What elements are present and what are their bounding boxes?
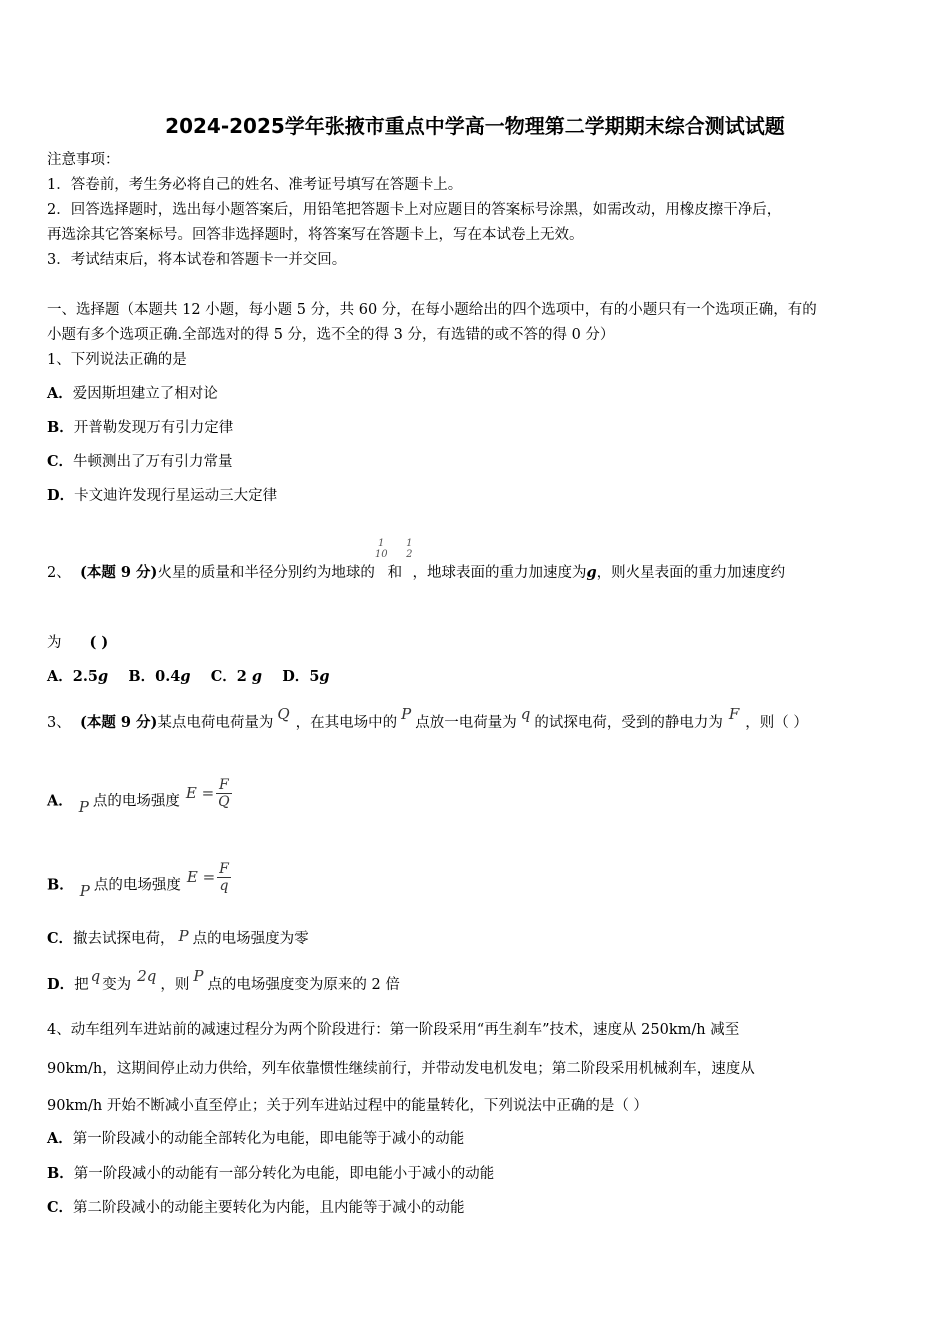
option-text-c: ，则 xyxy=(160,977,190,993)
notice-item: 再选涂其它答案标号。回答非选择题时，将答案写在答题卡上，写在本试卷上无效。 xyxy=(47,227,584,243)
fraction-F-over-q xyxy=(217,861,231,894)
option-label: B． xyxy=(128,668,156,685)
answer-paren: ( ) xyxy=(89,634,109,651)
option-value: 0.4 xyxy=(155,668,181,685)
option-label: A． xyxy=(47,1130,73,1147)
q4-option-a xyxy=(47,1129,464,1149)
option-label: B． xyxy=(47,1165,74,1182)
option-label: D． xyxy=(282,668,310,685)
frac-num: F xyxy=(219,861,229,877)
option-label: D． xyxy=(47,487,75,504)
symbol-q: q xyxy=(90,967,101,985)
q1-option-d xyxy=(47,486,277,506)
option-value: 2.5 xyxy=(72,668,98,685)
q4-option-c xyxy=(47,1198,465,1218)
q1-option-a xyxy=(47,384,218,404)
option-unit: g xyxy=(319,668,330,685)
option-label: A． xyxy=(47,792,73,810)
q2-text-d: ，则火星表面的重力加速度约 xyxy=(596,564,786,581)
option-value: 5 xyxy=(309,668,320,685)
option-label: A． xyxy=(47,385,73,402)
q1-option-b xyxy=(47,418,233,438)
q4-stem-line3: 90km/h 开始不断减小直至停止；关于列车进站过程中的能量转化，下列说法中正确的是（ ） xyxy=(47,1098,648,1114)
symbol-E: E = xyxy=(186,867,216,886)
notice-item: 2．回答选择题时，选出每小题答案后，用铅笔把答题卡上对应题目的答案标号涂黑，如需改动，用橡皮擦干净后， xyxy=(47,202,782,218)
option-unit: g xyxy=(251,668,263,685)
option-label: B． xyxy=(47,419,74,436)
q3-text-c: 点放一电荷量为 xyxy=(415,715,517,731)
notice-heading: 注意事项： xyxy=(47,152,120,168)
option-text: 卡文迪许发现行星运动三大定律 xyxy=(74,488,278,504)
option-unit: g xyxy=(98,668,109,685)
symbol-2q: 2q xyxy=(137,967,157,985)
q3-text-a: 某点电荷电荷量为 xyxy=(157,715,274,731)
q2-line2: 为 xyxy=(47,635,62,651)
frac-den: Q xyxy=(218,794,230,810)
symbol-Q: Q xyxy=(277,705,290,723)
frac-den: 10 xyxy=(374,549,388,560)
section-header-line1: 一、选择题（本题共 12 小题，每小题 5 分，共 60 分，在每小题给出的四个选项中，有的小题只有一个选项正确，有的 xyxy=(47,302,817,318)
option-text: 第一阶段减小的动能有一部分转化为电能，即电能小于减小的动能 xyxy=(73,1166,495,1182)
option-text: 爱因斯坦建立了相对论 xyxy=(72,386,218,402)
symbol-P: P xyxy=(79,881,90,900)
page-title: 2024-2025学年张掖市重点中学高一物理第二学期期末综合测试试题 xyxy=(165,114,785,138)
frac-num: F xyxy=(216,777,231,794)
option-label: D． xyxy=(47,976,75,993)
q2-options xyxy=(47,667,330,687)
frac-den: 2 xyxy=(406,549,413,560)
q4-option-b xyxy=(47,1164,494,1184)
q2-text-b: 和 xyxy=(387,564,403,581)
option-text-b: 变为 xyxy=(102,977,132,993)
option-text-a: 撤去试探电荷， xyxy=(73,931,175,947)
q2-stem xyxy=(47,538,786,583)
question-score: (本题 9 分) xyxy=(79,563,158,581)
symbol-E: E = xyxy=(185,783,215,802)
fraction-one-half xyxy=(406,538,412,560)
option-text: 点的电场强度 xyxy=(92,793,180,810)
q4-stem-line2: 90km/h，这期间停止动力供给，列车依靠惯性继续前行，并带动发电机发电；第二阶段采用机械刹车，速度从 xyxy=(47,1061,755,1077)
q3-text-d: 的试探电荷，受到的静电力为 xyxy=(534,715,723,731)
q3-text-b: ，在其电场中的 xyxy=(295,715,398,731)
q3-option-d xyxy=(47,967,400,995)
q2-text-c: ，地球表面的重力加速度为 xyxy=(412,564,587,581)
option-text-a: 把 xyxy=(74,977,89,993)
q3-stem xyxy=(47,705,808,733)
option-label: C． xyxy=(47,453,74,470)
option-text: 第一阶段减小的动能全部转化为电能，即电能等于减小的动能 xyxy=(72,1131,465,1147)
symbol-g: g xyxy=(586,563,597,581)
section-header-line2: 小题有多个选项正确.全部选对的得 5 分，选不全的得 3 分，有选错的或不答的得 0 分） xyxy=(47,327,615,343)
option-unit: g xyxy=(180,668,191,685)
symbol-P: P xyxy=(178,927,189,945)
symbol-P: P xyxy=(401,705,412,723)
option-label: C． xyxy=(210,668,237,685)
q3-text-e: ，则（ ） xyxy=(745,715,808,731)
frac-num: 1 xyxy=(378,538,385,549)
question-number: 3、 xyxy=(47,715,71,731)
option-value: 2 xyxy=(236,668,247,685)
question-score: (本题 9 分) xyxy=(79,714,158,731)
option-text-d: 点的电场强度变为原来的 2 倍 xyxy=(207,977,400,993)
symbol-P: P xyxy=(193,967,204,985)
option-label: C． xyxy=(47,1199,74,1216)
question-number: 2、 xyxy=(47,564,71,581)
fraction-one-tenth xyxy=(375,538,388,560)
option-label: B． xyxy=(47,876,74,894)
option-label: A． xyxy=(47,668,73,685)
frac-den: q xyxy=(219,878,229,894)
q1-option-c xyxy=(47,452,233,472)
q4-stem-line1: 4、动车组列车进站前的减速过程分为两个阶段进行：第一阶段采用“再生刹车”技术，速度从 250km/h 减至 xyxy=(47,1022,740,1038)
q3-option-a xyxy=(47,777,234,818)
q3-option-b xyxy=(47,861,233,902)
fraction-F-over-Q xyxy=(216,777,231,810)
q2-text-a: 火星的质量和半径分别约为地球的 xyxy=(157,564,375,581)
notice-item: 1．答卷前，考生务必将自己的姓名、准考证号填写在答题卡上。 xyxy=(47,177,463,193)
q3-option-c xyxy=(47,928,309,949)
symbol-P: P xyxy=(78,797,89,816)
frac-num: 1 xyxy=(406,538,413,549)
notice-item: 3．考试结束后，将本试卷和答题卡一并交回。 xyxy=(47,252,347,268)
option-text: 第二阶段减小的动能主要转化为内能，且内能等于减小的动能 xyxy=(73,1200,465,1216)
symbol-F: F xyxy=(728,705,740,723)
option-text: 开普勒发现万有引力定律 xyxy=(73,420,234,436)
symbol-q: q xyxy=(520,705,531,723)
q2-stem-line2 xyxy=(47,633,108,653)
option-text: 牛顿测出了万有引力常量 xyxy=(73,454,233,470)
option-text: 点的电场强度 xyxy=(93,877,181,894)
q1-stem: 1、下列说法正确的是 xyxy=(47,352,187,368)
option-text-b: 点的电场强度为零 xyxy=(192,931,309,947)
option-label: C． xyxy=(47,930,74,947)
